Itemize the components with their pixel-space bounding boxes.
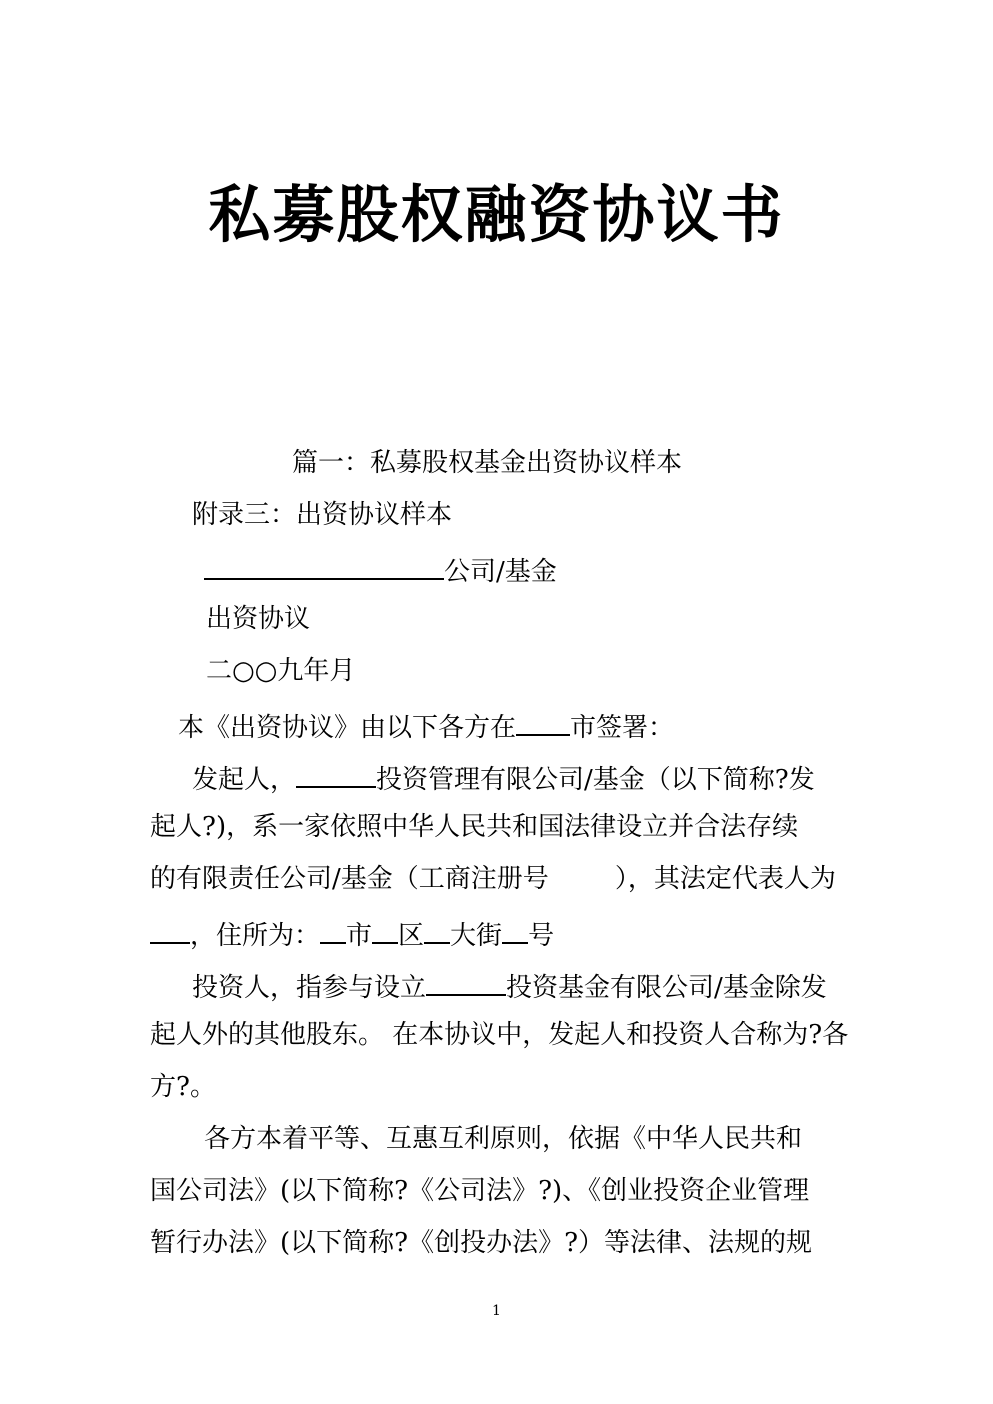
street-blank: [424, 914, 450, 944]
city-address-blank: [320, 914, 346, 944]
sponsor-text-after: 投资管理有限公司/基金（以下简称?发: [376, 765, 815, 795]
sponsor-line-1: [192, 758, 815, 797]
city-blank: [516, 706, 570, 736]
agreement-name: 出资协议: [206, 604, 311, 634]
sponsor-line-3: 的有限责任公司/基金（工商注册号 ），其法定代表人为: [150, 864, 836, 894]
address-label: ，住所为：: [190, 921, 321, 951]
company-fund-line: [204, 550, 557, 589]
number-blank: [502, 914, 528, 944]
section-heading: 篇一：私募股权基金出资协议样本: [292, 448, 683, 478]
investor-line-3: 方?。: [150, 1072, 216, 1102]
principle-line-2: 国公司法》(以下简称?《公司法》?)、《创业投资企业管理: [150, 1176, 810, 1206]
rep-name-blank: [150, 914, 190, 944]
principle-line-3: 暂行办法》(以下简称?《创投办法》?）等法律、法规的规: [150, 1228, 813, 1258]
city-label: 市: [346, 921, 373, 951]
sponsor-name-blank: [296, 758, 376, 788]
company-fund-label: 公司/基金: [444, 557, 557, 587]
signing-text-after: 市签署：: [570, 713, 675, 743]
page-number: 1: [492, 1303, 501, 1319]
sponsor-text-before: 发起人，: [192, 765, 297, 795]
date-line: 二○○九年月: [206, 656, 356, 686]
sponsor-line-4: [150, 914, 554, 953]
district-blank: [372, 914, 398, 944]
appendix-heading: 附录三：出资协议样本: [192, 500, 453, 530]
signing-text-before: 本《出资协议》由以下各方在: [178, 713, 517, 743]
district-label: 区: [398, 921, 425, 951]
number-label: 号: [528, 921, 555, 951]
signing-paragraph: [178, 706, 674, 745]
fund-name-blank: [426, 966, 506, 996]
investor-line-1: [192, 966, 827, 1005]
document-title: 私募股权融资协议书: [208, 178, 785, 251]
blank-underline: [204, 550, 444, 580]
investor-text-before: 投资人，指参与设立: [192, 973, 427, 1003]
principle-line-1: 各方本着平等、互惠互利原则，依据《中华人民共和: [204, 1124, 803, 1154]
investor-text-after: 投资基金有限公司/基金除发: [506, 973, 827, 1003]
sponsor-line-2: 起人?)，系一家依照中华人民共和国法律设立并合法存续: [150, 812, 799, 842]
street-label: 大街: [450, 921, 503, 951]
investor-line-2: 起人外的其他股东。 在本协议中，发起人和投资人合称为?各: [150, 1020, 849, 1050]
